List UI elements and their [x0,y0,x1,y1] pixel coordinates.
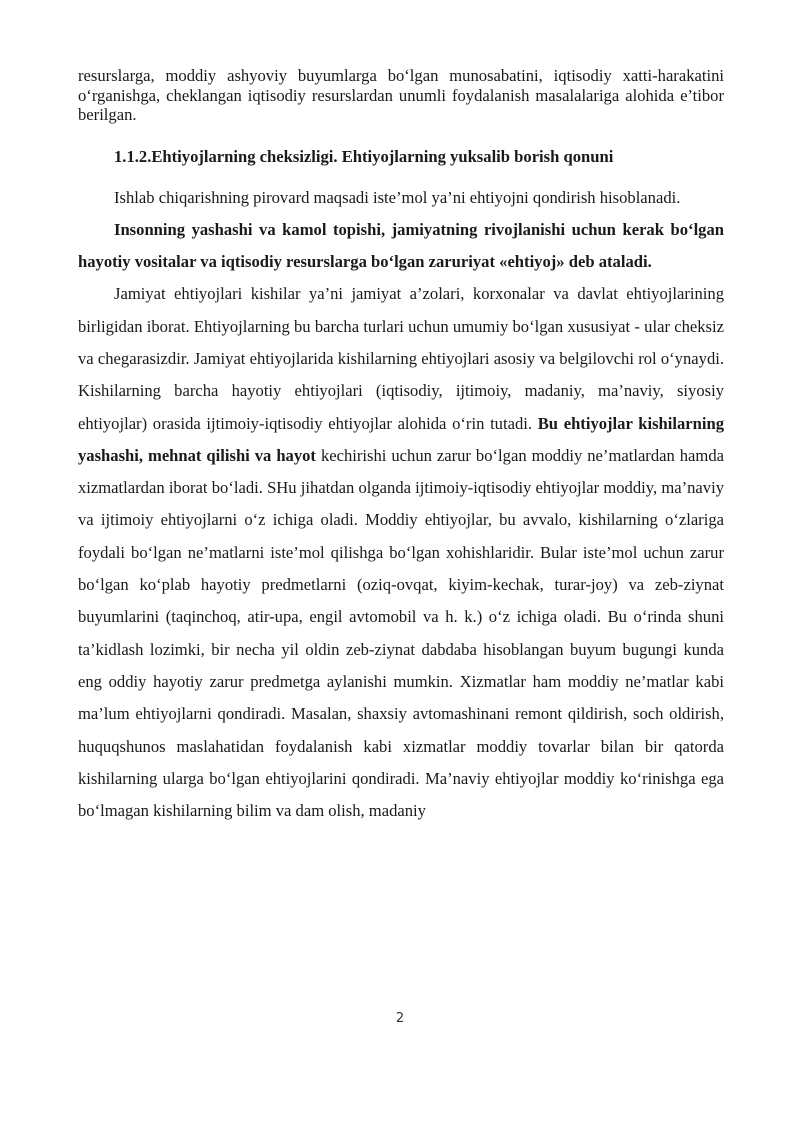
paragraph-3-bold-text: Bu ehtiyojlar kishilarning yashashi, mehnat qilishi va hayot [78,413,725,465]
intro-paragraph: resurslarga, moddiy ashyoviy buyumlarga bo‘lgan munosabatini, iqtisodiy xatti-harakatini o‘rganishga, cheklangan iqtisodiy resurslardan unumli foydalanish masalalariga alohida e’tibor berilgan. [78,66,724,124]
document-page [78,66,724,827]
section-heading: 1.1.2.Ehtiyojlarning cheksizligi. Ehtiyojlarning yuksalib borish qonuni [114,146,614,166]
paragraph-1: Ishlab chiqarishning pirovard maqsadi iste’mol ya’ni ehtiyojni qondirish hisoblanadi. [114,187,681,207]
paragraph-3-text-1: Jamiyat ehtiyojlari kishilar ya’ni jamiyat a’zolari, korxonalar va davlat ehtiyojlarining birligidan iborat. Ehtiyojlarning bu barcha turlari uchun umumiy bo‘lgan xususiyat - ular cheksiz va chegarasizdir. Jamiyat ehtiyojlarida kishilarning ehtiyojlari asosiy va belgilovchi rol o‘ynaydi. Kishilarning barcha hayotiy ehtiyojlari (iqtisodiy, ijtimoiy, madaniy, ma’naviy, siyosiy ehtiyojlar) orasida ijtimoiy-iqtisodiy ehtiyojlar alohida o‘rin tutadi. [78,284,724,433]
definition-paragraph: Insonning yashashi va kamol topishi, jamiyatning rivojlanishi uchun kerak bo‘lgan hayotiy vositalar va iqtisodiy resurslarga bo‘lgan zaruriyat «ehtiyoj» deb ataladi. [78,219,724,272]
paragraph-3-text-2: kechirishi uchun zarur bo‘lgan moddiy ne’matlardan hamda xizmatlardan iborat bo‘ladi. SHu jihatdan olganda ijtimoiy-iqtisodiy ehtiyojlar moddiy, ma’naviy va ijtimoiy ehtiyojlarni o‘z ichiga oladi. Moddiy ehtiyojlar, bu avvalo, kishilarning o‘zlariga foydali bo‘lgan ne’matlarni iste’mol qilishga bo‘lgan xohishlaridir. Bular iste’mol uchun zarur bo‘lgan ko‘plab hayotiy predmetlarni (oziq-ovqat, kiyim-kechak, turar-joy) va zeb-ziynat buyumlarini (taqinchoq, atir-upa, engil avtomobil va h. k.) o‘z ichiga oladi. Bu o‘rinda shuni ta’kidlash lozimki, bir necha yil oldin zeb-ziynat dabdaba hisoblangan buyum bugungi kunda eng oddiy hayotiy zarur predmetga aylanishi mumkin. Xizmatlar ham moddiy ne’matlar kabi ma’lum ehtiyojlarni qondiradi. Masalan, shaxsiy avtomashinani remont qildirish, soch oldirish, huquqshunos maslahatidan foydalanish kabi xizmatlar moddiy tovarlar bilan bir qatorda kishilarning ularga bo‘lgan ehtiyojlarini qondiradi. Ma’naviy ehtiyojlar moddiy ko‘rinishga ega bo‘lmagan kishilarning bilim va dam olish, madaniy [78,445,724,821]
page-number: 2 [395,1011,405,1026]
paragraph-3 [78,278,724,827]
